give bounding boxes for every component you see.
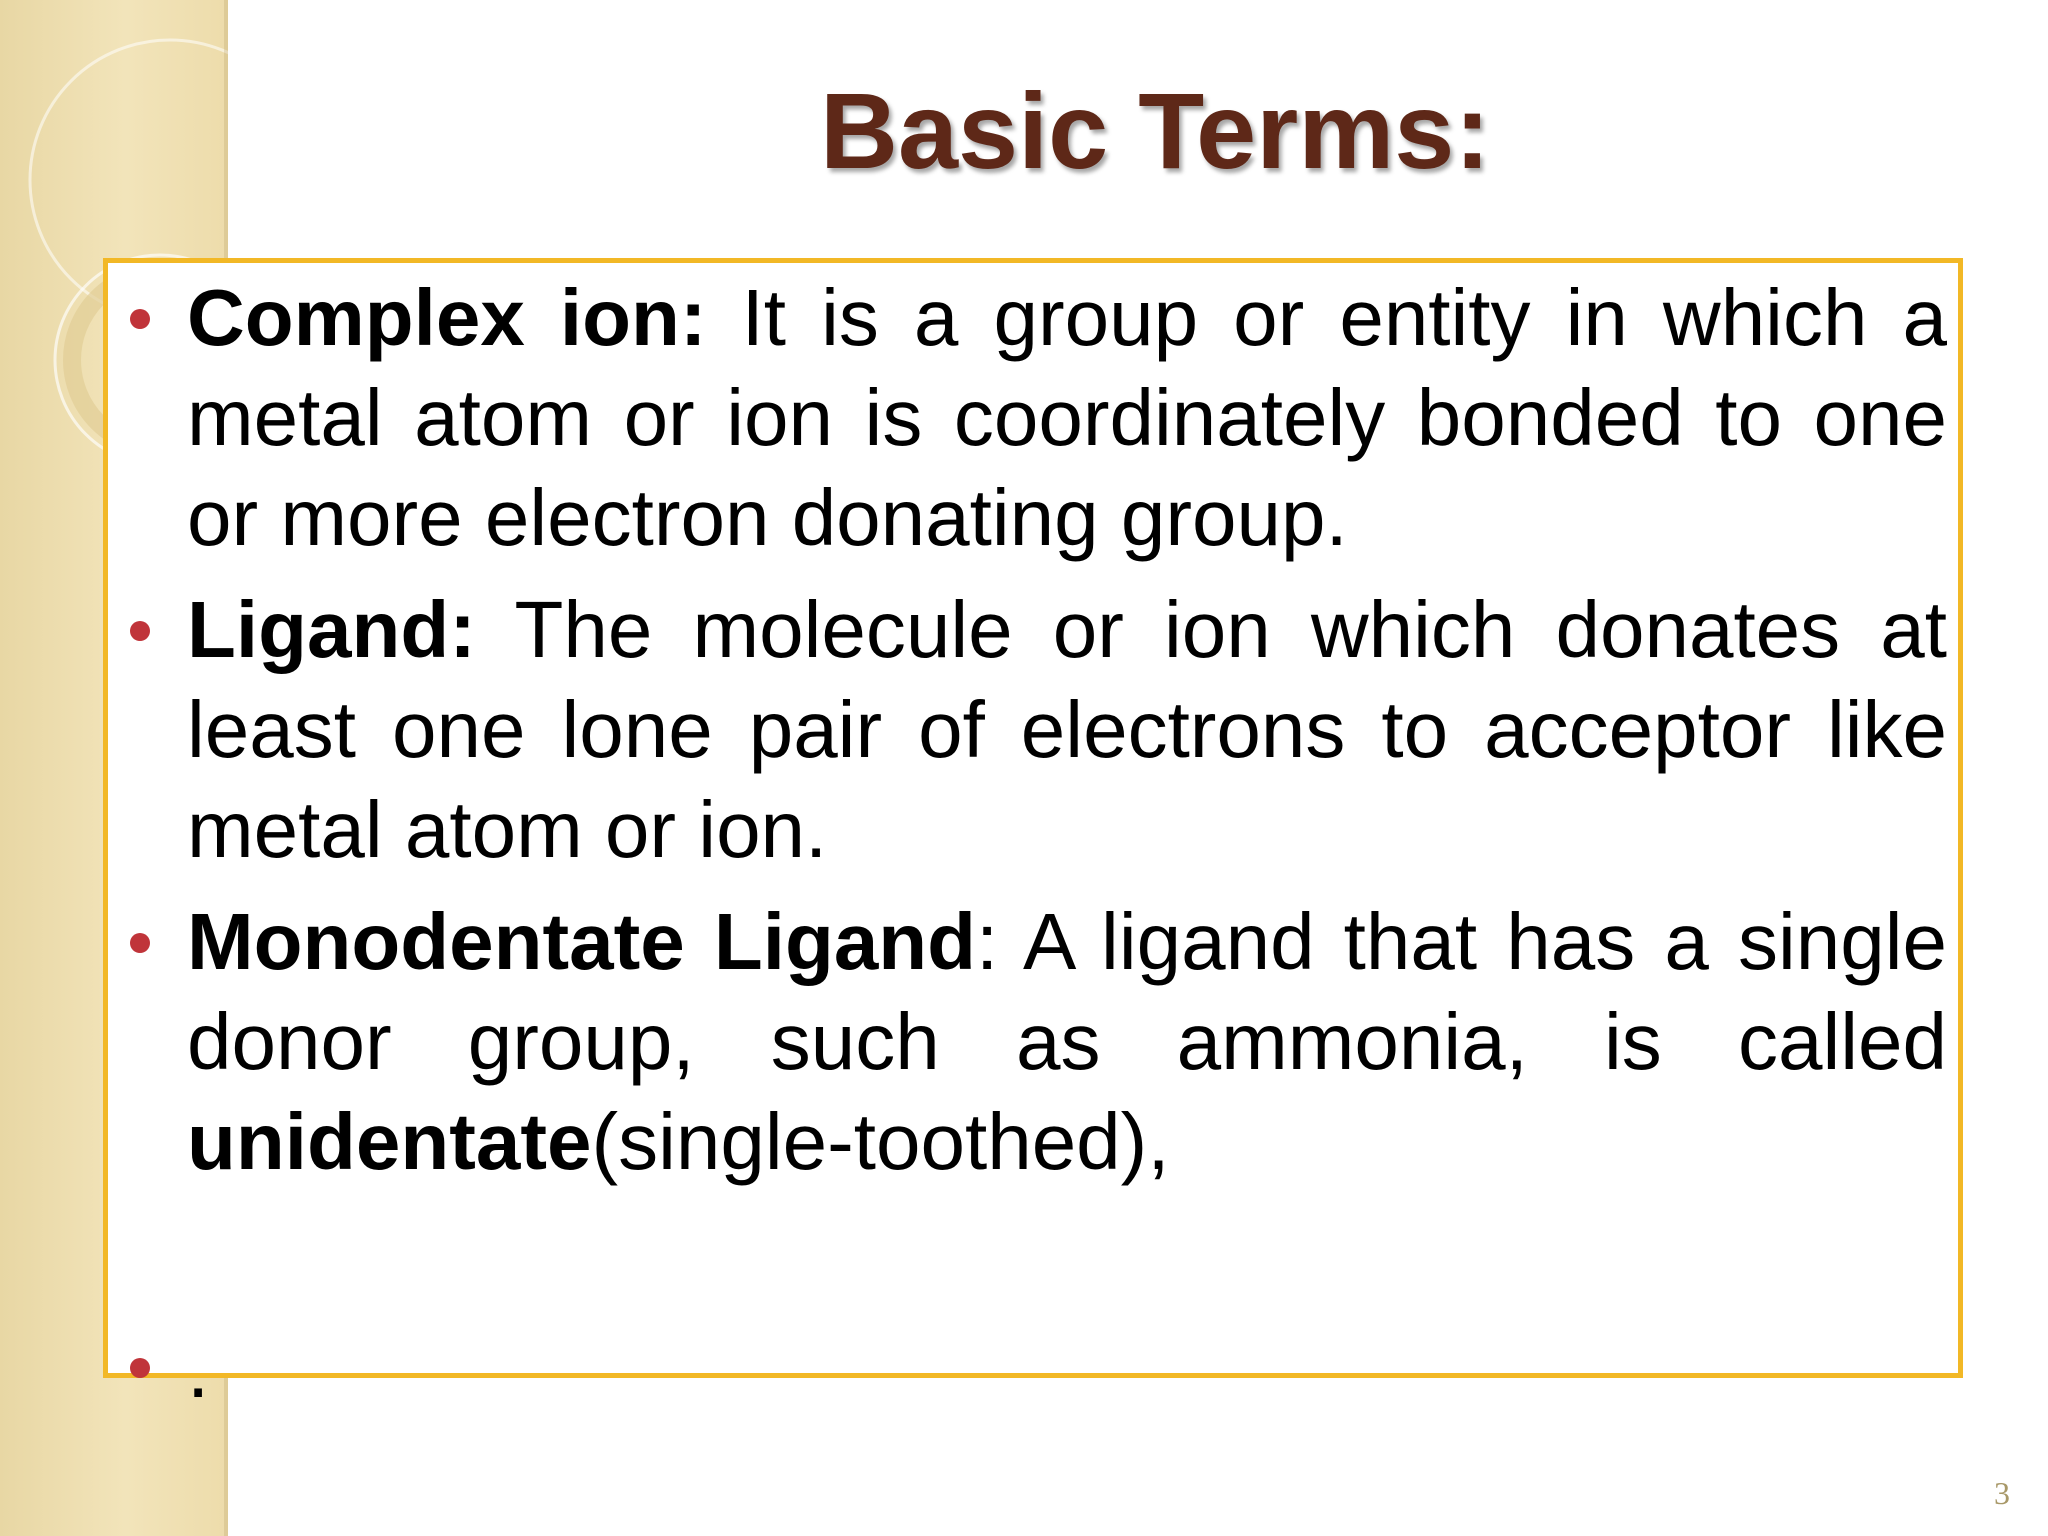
term-label: Monodentate Ligand (187, 897, 977, 986)
bullet-complex-ion (187, 268, 1947, 568)
red-dot-bullet-icon (130, 1358, 150, 1378)
definition-text: It is a group or entity in which a metal atom or ion is coordinately bonded to one or more electron donating group. (187, 273, 1947, 562)
bullet-list (187, 268, 1947, 1204)
red-dot-bullet-icon (130, 309, 150, 329)
bullet-text: . (187, 1325, 210, 1414)
term-label: Complex ion: (187, 273, 707, 362)
term-label: Ligand: (187, 585, 476, 674)
definition-text: : A ligand that has a single donor group, such as ammonia, is called (187, 897, 1947, 1086)
red-dot-bullet-icon (130, 933, 150, 953)
bullet-monodentate-ligand (187, 892, 1947, 1192)
definition-text-tail: (single-toothed), (591, 1097, 1170, 1186)
bullet-ligand (187, 580, 1947, 880)
slide-title: Basic Terms: (820, 70, 1491, 191)
red-dot-bullet-icon (130, 621, 150, 641)
term-unidentate: unidentate (187, 1097, 592, 1186)
page-number: 3 (1994, 1475, 2010, 1511)
definition-text: The molecule or ion which donates at least one lone pair of electrons to acceptor like metal atom or ion. (187, 585, 1947, 874)
bullet-empty (187, 1320, 209, 1420)
